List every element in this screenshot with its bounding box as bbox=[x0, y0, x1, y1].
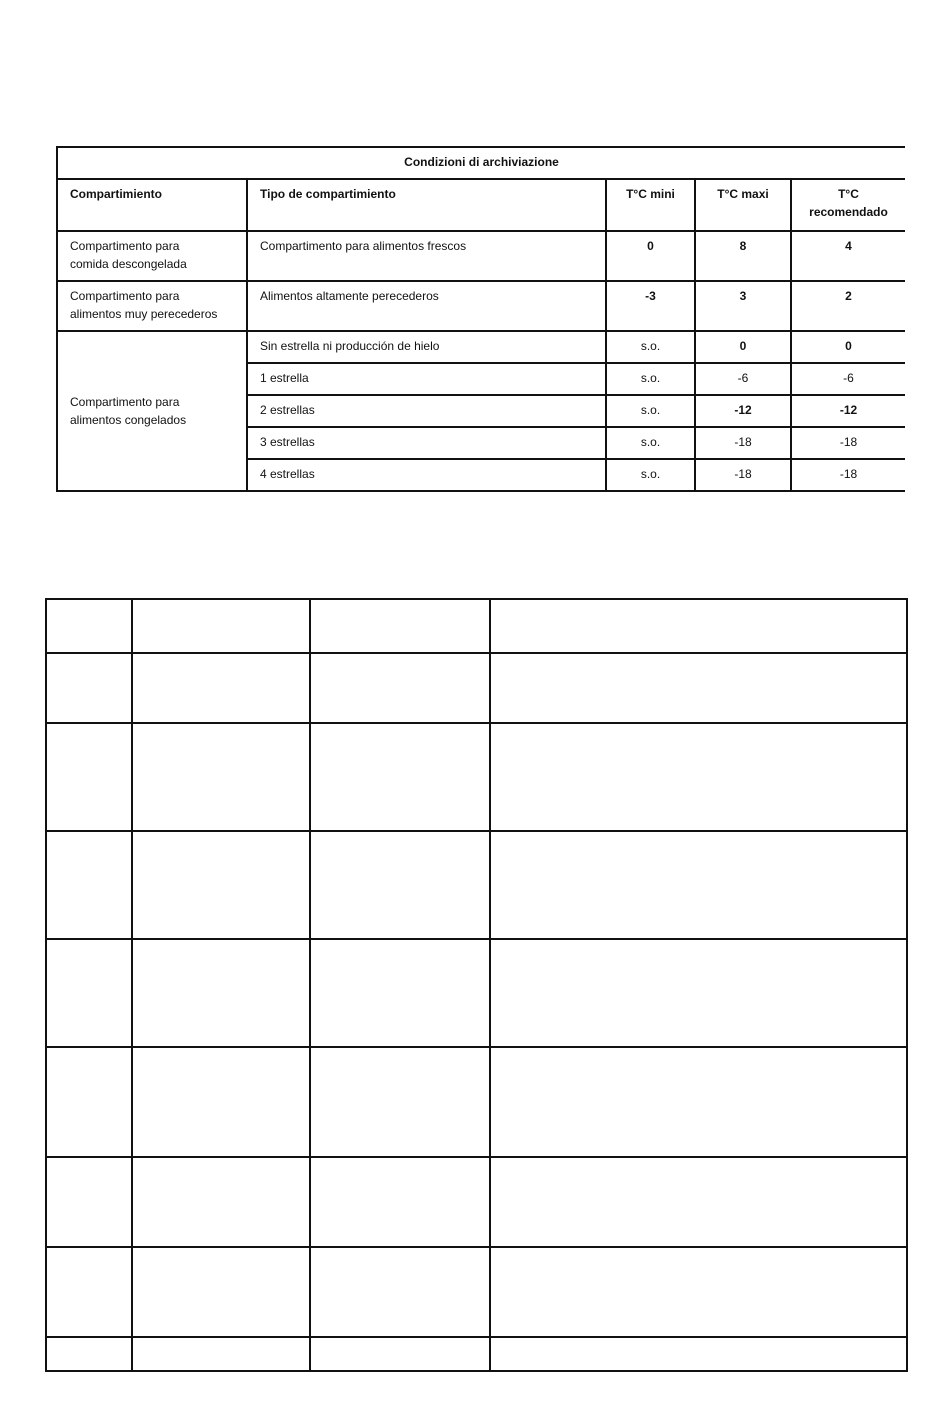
trec-cell: 2 bbox=[791, 281, 905, 331]
compartment-line: Compartimento para bbox=[70, 239, 180, 253]
table-row bbox=[46, 653, 907, 723]
empty-cell bbox=[310, 1337, 490, 1371]
empty-cell bbox=[310, 1157, 490, 1247]
trec-cell: -18 bbox=[791, 459, 905, 491]
tmax-cell: 3 bbox=[695, 281, 791, 331]
empty-cell bbox=[46, 1337, 132, 1371]
header-trec-line2: recomendado bbox=[809, 205, 888, 219]
empty-cell bbox=[46, 1047, 132, 1157]
tmin-cell: s.o. bbox=[606, 427, 695, 459]
empty-cell bbox=[490, 1047, 907, 1157]
empty-cell bbox=[46, 723, 132, 831]
empty-cell bbox=[132, 1157, 310, 1247]
empty-cell bbox=[310, 653, 490, 723]
compartment-line: Compartimento para bbox=[70, 395, 180, 409]
tmax-cell: 8 bbox=[695, 231, 791, 281]
empty-cell bbox=[46, 939, 132, 1047]
header-row bbox=[57, 179, 905, 231]
empty-cell bbox=[490, 939, 907, 1047]
header-trec bbox=[791, 179, 905, 231]
tmin-cell: -3 bbox=[606, 281, 695, 331]
table-row bbox=[46, 1157, 907, 1247]
compartment-cell bbox=[57, 281, 247, 331]
table-row bbox=[46, 1247, 907, 1337]
empty-cell bbox=[132, 939, 310, 1047]
storage-conditions-table bbox=[56, 146, 905, 492]
table-row bbox=[57, 231, 905, 281]
type-cell: 4 estrellas bbox=[247, 459, 606, 491]
empty-cell bbox=[132, 653, 310, 723]
empty-cell bbox=[46, 653, 132, 723]
empty-cell bbox=[490, 653, 907, 723]
compartment-line: comida descongelada bbox=[70, 257, 187, 271]
empty-cell bbox=[310, 1047, 490, 1157]
empty-cell bbox=[132, 831, 310, 939]
table-row bbox=[46, 1337, 907, 1371]
empty-cell bbox=[490, 723, 907, 831]
tmin-cell: s.o. bbox=[606, 363, 695, 395]
table-row bbox=[57, 281, 905, 331]
trec-cell: 4 bbox=[791, 231, 905, 281]
tmin-cell: s.o. bbox=[606, 331, 695, 363]
empty-cell bbox=[490, 1247, 907, 1337]
empty-cell bbox=[310, 599, 490, 653]
header-type: Tipo de compartimiento bbox=[247, 179, 606, 231]
trec-cell: -6 bbox=[791, 363, 905, 395]
empty-cell bbox=[132, 723, 310, 831]
tmin-cell: s.o. bbox=[606, 459, 695, 491]
empty-cell bbox=[310, 1247, 490, 1337]
tmax-cell: 0 bbox=[695, 331, 791, 363]
empty-cell bbox=[490, 1337, 907, 1371]
empty-cell bbox=[490, 1157, 907, 1247]
header-trec-line1: T°C bbox=[838, 187, 859, 201]
tmax-cell: -12 bbox=[695, 395, 791, 427]
tmax-cell: -18 bbox=[695, 459, 791, 491]
empty-cell bbox=[490, 599, 907, 653]
empty-cell bbox=[132, 1247, 310, 1337]
type-cell: Compartimento para alimentos frescos bbox=[247, 231, 606, 281]
empty-cell bbox=[310, 723, 490, 831]
tmin-cell: 0 bbox=[606, 231, 695, 281]
compartment-line: alimentos congelados bbox=[70, 413, 187, 427]
empty-cell bbox=[46, 831, 132, 939]
table-row bbox=[46, 723, 907, 831]
header-compartment: Compartimiento bbox=[57, 179, 247, 231]
table-row bbox=[57, 331, 905, 363]
compartment-cell-frozen bbox=[57, 331, 247, 491]
type-cell: 3 estrellas bbox=[247, 427, 606, 459]
table-title: Condizioni di archiviazione bbox=[57, 147, 905, 179]
tmax-cell: -18 bbox=[695, 427, 791, 459]
tmax-cell: -6 bbox=[695, 363, 791, 395]
empty-cell bbox=[46, 1247, 132, 1337]
type-cell: Alimentos altamente perecederos bbox=[247, 281, 606, 331]
tmin-cell: s.o. bbox=[606, 395, 695, 427]
compartment-line: Compartimento para bbox=[70, 289, 180, 303]
empty-cell bbox=[490, 831, 907, 939]
table-row bbox=[46, 939, 907, 1047]
empty-cell bbox=[46, 599, 132, 653]
type-cell: 2 estrellas bbox=[247, 395, 606, 427]
table-row bbox=[46, 831, 907, 939]
type-cell: 1 estrella bbox=[247, 363, 606, 395]
table-row bbox=[46, 599, 907, 653]
compartment-line: alimentos muy perecederos bbox=[70, 307, 218, 321]
header-tmax: T°C maxi bbox=[695, 179, 791, 231]
empty-cell bbox=[46, 1157, 132, 1247]
trec-cell: 0 bbox=[791, 331, 905, 363]
trec-cell: -12 bbox=[791, 395, 905, 427]
empty-cell bbox=[310, 831, 490, 939]
header-tmin: T°C mini bbox=[606, 179, 695, 231]
empty-cell bbox=[132, 1337, 310, 1371]
empty-cell bbox=[132, 599, 310, 653]
compartment-cell bbox=[57, 231, 247, 281]
empty-cell bbox=[132, 1047, 310, 1157]
empty-grid-table bbox=[45, 598, 908, 1372]
empty-cell bbox=[310, 939, 490, 1047]
type-cell: Sin estrella ni producción de hielo bbox=[247, 331, 606, 363]
table-row bbox=[46, 1047, 907, 1157]
trec-cell: -18 bbox=[791, 427, 905, 459]
